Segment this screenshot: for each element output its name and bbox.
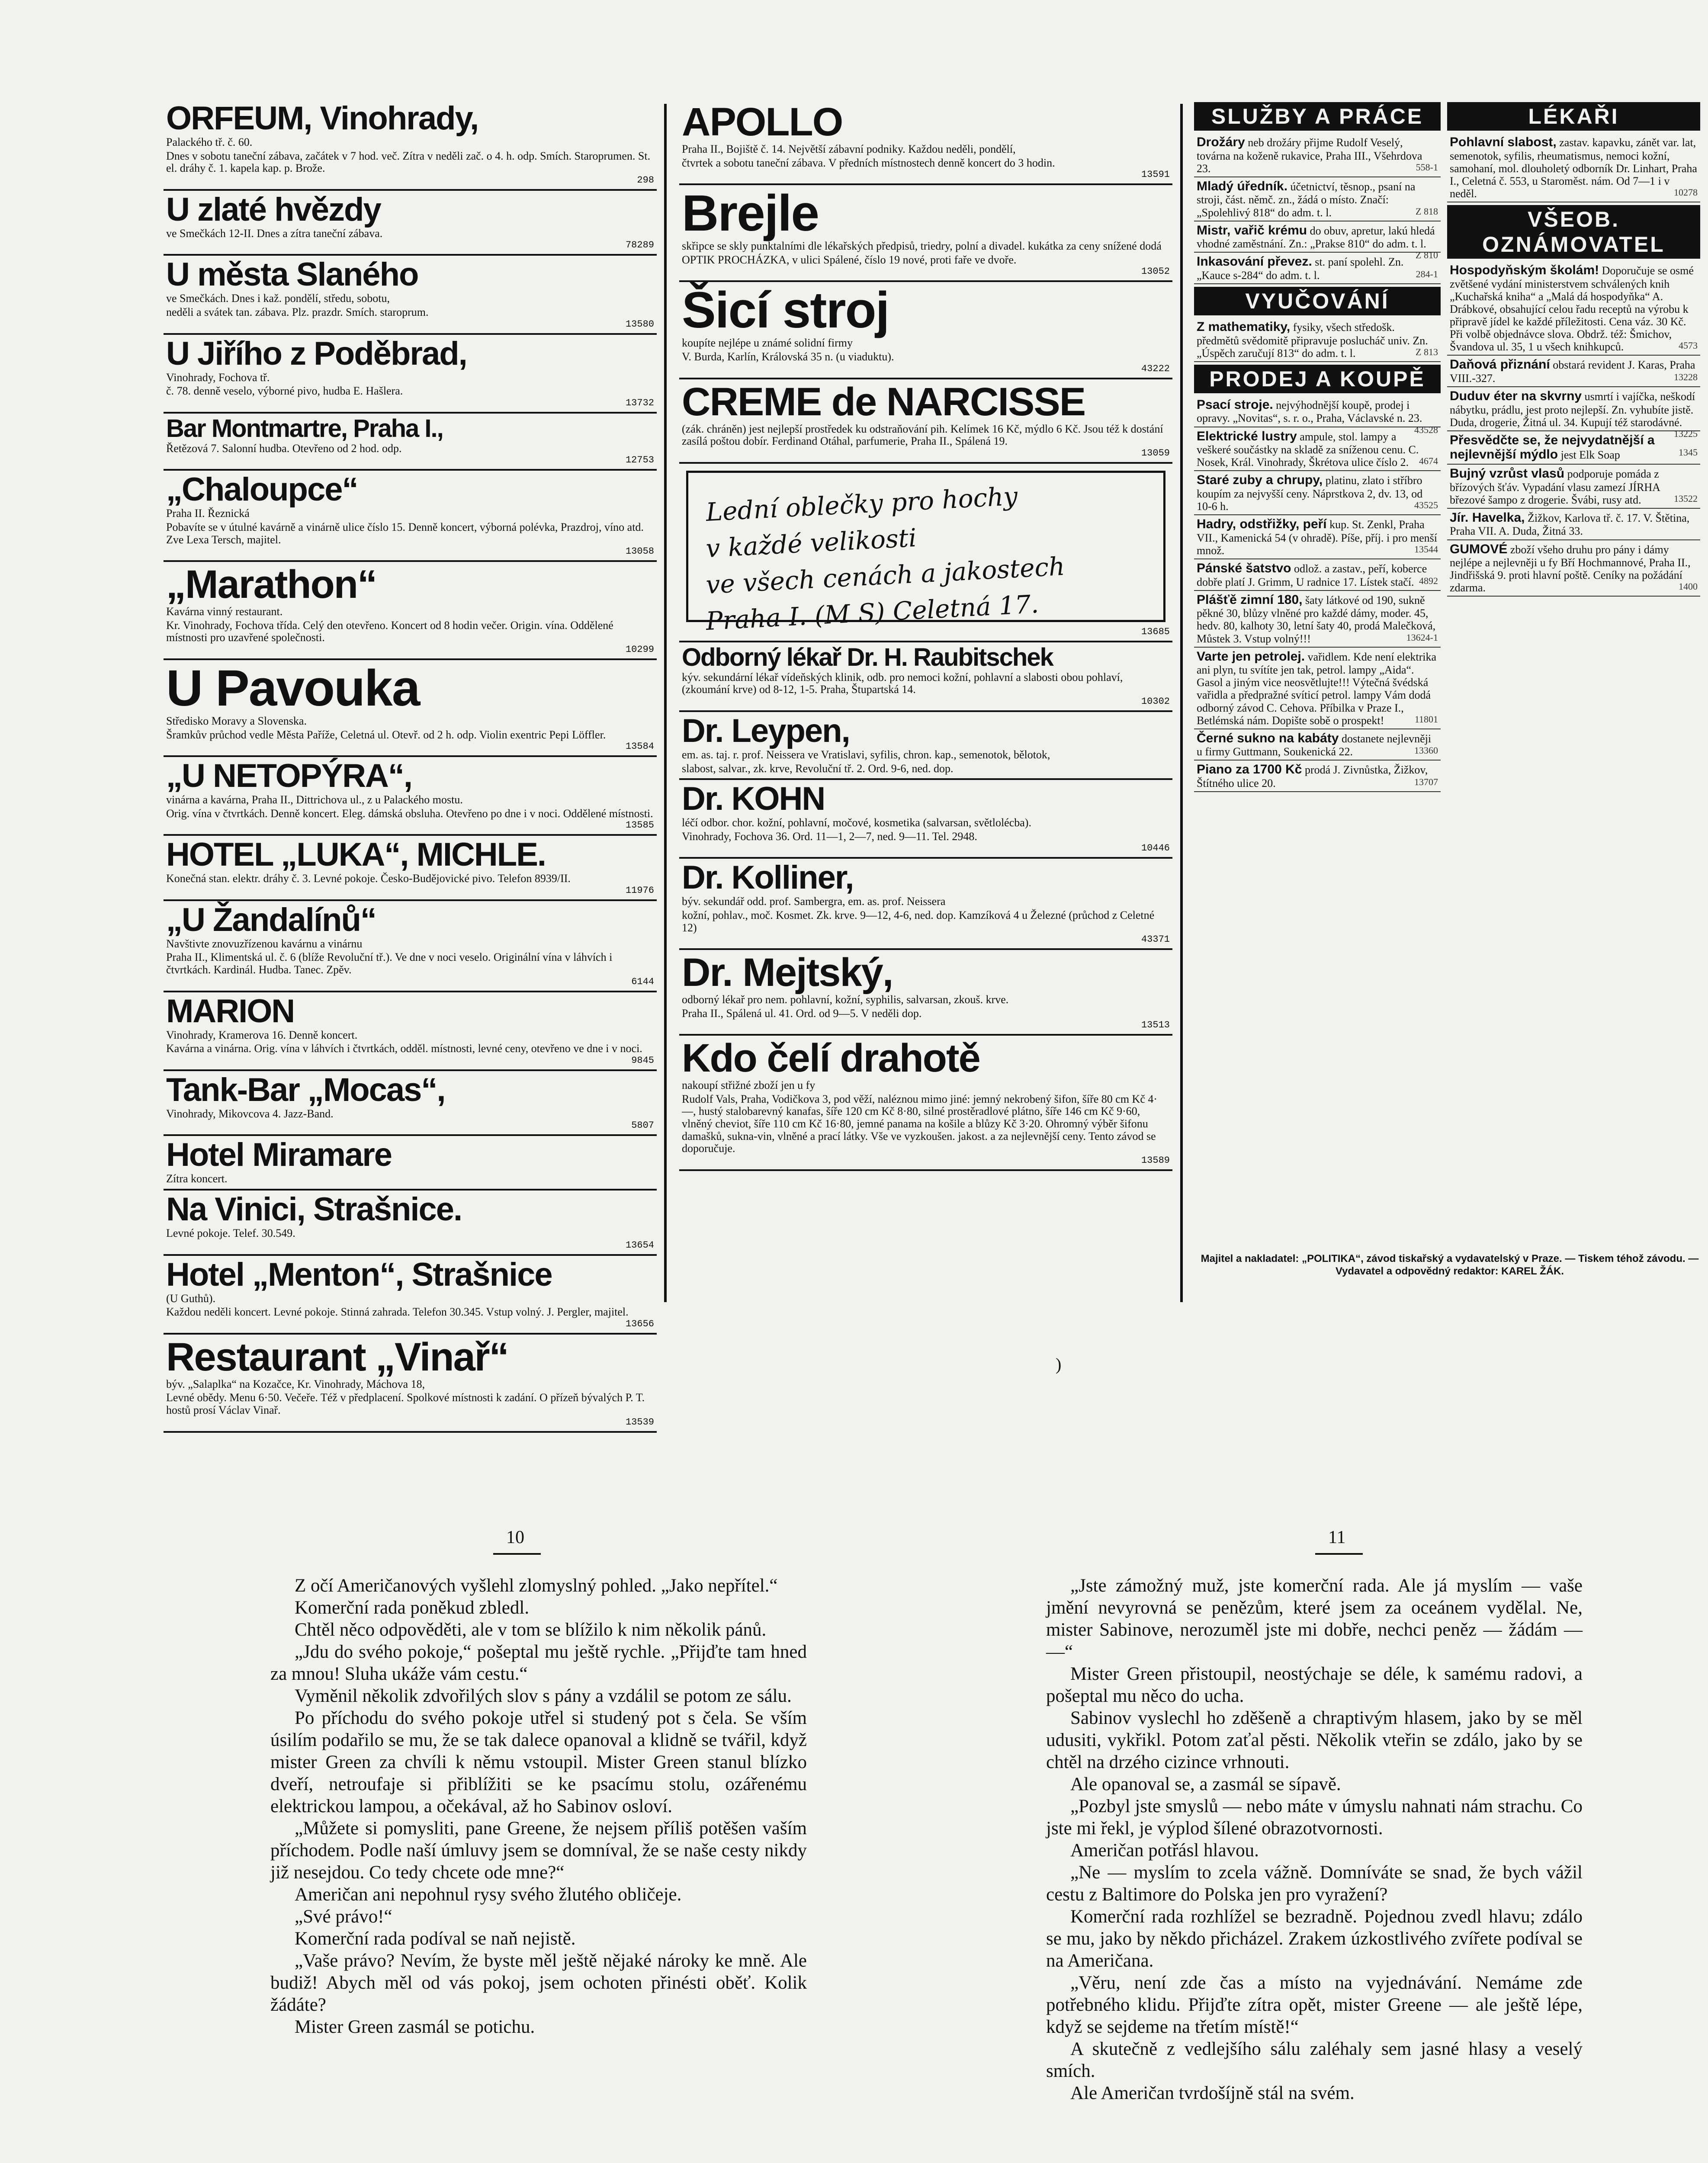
classifieds-left	[1194, 99, 1441, 792]
ad-subline: léčí odbor. chor. kožní, pohlavní, močové, kosmetika (salvarsan, světlolécba).	[682, 816, 1031, 829]
classified-text: neb drožáry přijme Rudolf Veselý, továrna na koženě rukavice, Praha III., Všehrdova 23.	[1197, 136, 1422, 175]
ad-subline: Praha II. Řeznická	[166, 507, 250, 520]
classified-entry	[1194, 515, 1441, 559]
ad-headline: MARION	[166, 992, 295, 1030]
ad-subline: odborný lékař pro nem. pohlavní, kožní, syphilis, salvarsan, zkouš. krve.	[682, 993, 1009, 1006]
column-divider	[1180, 104, 1183, 1302]
ad-headline: Odborný lékař Dr. H. Raubitschek	[682, 643, 1053, 671]
ad-text: Pobavíte se v útulné kavárně a vinárně ulice číslo 15. Denně koncert, výborná polévka, Prazdroj, víno atd. Zve Lexa Tersch, majitel.	[166, 520, 644, 546]
classified-text: odlož. a zastav., peří, koberce dobře platí J. Grimm, U radnice 17. Lístek stačí.	[1197, 562, 1427, 588]
ad-headline: Brejle	[682, 185, 819, 242]
classified-text: kup. St. Zenkl, Praha VII., Kamenická 54 (v ohradě). Píše, příj. i pro menší množ.	[1197, 518, 1437, 557]
ad-headline: „U Žandalínů“	[166, 901, 376, 938]
ad-text: slabost, salvar., zk. krve, Revoluční tř. 2. Ord. 9-6, ned. dop.	[682, 762, 954, 775]
ad-block	[164, 660, 657, 757]
ad-number: 13585	[625, 820, 654, 831]
classified-entry	[1447, 465, 1700, 509]
ad-text: Praha II., Klimentská ul. č. 6 (blíže Revoluční tř.). Ve dne v noci veselo. Originální vína v láhvích i čtvrtkách. Kardinál. Hudba. Tanec. Zpěv.	[166, 951, 613, 976]
ad-number: 13059	[1141, 447, 1170, 459]
ad-headline: „U NETOPÝRA“,	[166, 757, 412, 795]
classified-number: 43525	[1414, 500, 1438, 511]
paragraph: „Vaše právo? Nevím, že byste měl ještě nějaké nároky ke mně. Ale budiž! Abych měl od vás pokoj, jsem ochoten přinésti oběť. Kolik žádáte?	[270, 1951, 807, 2015]
handwritten-line: Lední oblečky pro hochy	[705, 481, 1018, 527]
classified-text: usmrtí i vajíčka, neškodí nábytku, prádlu, jest proto nejlepší. Zn. vyhubíte jistě. Duda, drogerie, Žitná ul. 34. Kupují též starodávné.	[1450, 390, 1695, 429]
classified-text: podporuje pomáda z břízových šťáv. Vypadání vlasu zamezí JÍRHA březové šampo z drogerie. Švábi, rusy atd.	[1450, 467, 1660, 506]
classified-entry	[1194, 471, 1441, 515]
section-heading: VYUČOVÁNÍ	[1194, 287, 1441, 315]
ad-block	[679, 282, 1172, 379]
classified-title: Duduv éter na skvrny	[1450, 388, 1582, 403]
ad-headline: U zlaté hvězdy	[166, 191, 381, 228]
paragraph: Komerční rada rozhlížel se bezradně. Pojednou zvedl hlavu; zdálo se mu, jako by někdo přicházel. Zrakem úzkostlivého zvířete podíval se na Američana.	[1046, 1906, 1583, 1971]
classified-text: zboží všeho druhu pro pány i dámy nejlépe a nejlevněji u fy Bří Hochmannové, Praha II., Jindřišská 9. proti hlavní poště. Ceníky na požádání zdarma.	[1450, 543, 1691, 594]
classifieds-column	[1194, 99, 1700, 1306]
classified-number: 558-1	[1416, 161, 1438, 173]
paragraph: „Své právo!“	[295, 1906, 392, 1927]
ad-text: Dnes v sobotu taneční zábava, začátek v 7 hod. več. Zítra v neděli zač. o 4. h. odp. Smích. Staroprumen. St. el. dráhy č. 1. kapela kap. p. Brože.	[166, 149, 651, 175]
ad-number: 12753	[625, 455, 654, 466]
classified-title: Mladý úředník.	[1197, 179, 1288, 193]
ad-number: 13732	[625, 397, 654, 408]
ad-block	[164, 471, 657, 562]
novel-text-right	[1046, 1575, 1583, 2104]
ad-block	[679, 1036, 1172, 1171]
classified-text: prodá J. Zivnůstka, Žižkov, Štítného ulice 20.	[1197, 764, 1428, 790]
ad-number: 43371	[1141, 934, 1170, 945]
classified-text: zastav. kapavku, zánět var. lat, semenotok, syfilis, rheumatismus, nemoci kožní, samohaní, mol. dlouholetý odborník Dr. Linhart, Praha I., Celetná č. 553, u Staroměst. nám. Od 7—1 i v neděl.	[1450, 136, 1697, 200]
paragraph: „Pozbyl jste smyslů — nebo máte v úmyslu nahnati nám strachu. Co jste mi řekl, je výplod šílené obrazotvornosti.	[1046, 1796, 1583, 1839]
ad-number: 13584	[625, 741, 654, 752]
ad-block	[679, 185, 1172, 282]
classified-text: účetnictví, těsnop., psaní na stroji, část. němč. zn., žádá o místo. Značí: „Spolehlivý 818“ do adm. t. l.	[1197, 180, 1416, 219]
classified-number: Z 818	[1416, 205, 1438, 217]
classified-number: Z 810	[1416, 250, 1438, 261]
classified-title: Přesvědčte se, že nejvydatnější a nejlevnější mýdlo	[1450, 433, 1655, 462]
classified-entry	[1447, 509, 1700, 540]
paragraph: Američan potřásl hlavou.	[1070, 1840, 1259, 1861]
classified-text: ampule, stol. lampy a veškeré součástky na skladě za sníženou cenu. C. Nosek, Král. Vinohrady, Škrétova ulice číslo 2.	[1197, 430, 1419, 469]
classified-title: Z mathematiky,	[1197, 320, 1291, 334]
page-number-right: 11	[1328, 1528, 1346, 1547]
classified-number: 4674	[1419, 456, 1438, 467]
handwritten-line: v každé velikosti	[705, 523, 918, 563]
classifieds-right	[1447, 99, 1700, 597]
ad-headline: Hotel „Menton“, Strašnice	[166, 1256, 552, 1293]
classified-title: Inkasování převez.	[1197, 254, 1312, 269]
ad-block	[164, 1191, 657, 1256]
ad-block	[164, 191, 657, 256]
paragraph: Američan ani nepohnul rysy svého žlutého obličeje.	[295, 1884, 682, 1905]
ad-number: 13685	[1141, 626, 1170, 637]
classified-title: Mistr, vařič krému	[1197, 223, 1307, 237]
ad-block	[164, 99, 657, 191]
handwritten-line: Praha I. (M S) Celetná 17.	[705, 589, 1040, 636]
ad-subline: Palackého tř. č. 60.	[166, 136, 253, 148]
ad-text: OPTIK PROCHÁZKA, v ulici Spálené, číslo 19 nové, proti faře ve dvoře.	[682, 253, 1017, 266]
ad-block	[679, 642, 1172, 712]
classified-entry	[1447, 133, 1700, 202]
classified-number: 1400	[1679, 581, 1698, 592]
ad-number: 5807	[631, 1120, 654, 1131]
ad-block	[679, 99, 1172, 185]
ad-block	[164, 562, 657, 660]
classified-title: Pánské šatstvo	[1197, 561, 1291, 575]
ad-subline: Zítra koncert.	[166, 1172, 228, 1185]
classified-number: 4573	[1679, 340, 1698, 351]
classified-entry	[1194, 177, 1441, 221]
section-heading: PRODEJ A KOUPĚ	[1194, 365, 1441, 393]
ad-text: (zák. chráněn) jest nejlepší prostředek ku odstraňování pih. Kelímek 16 Kč, mýdlo 6 Kč. Jsou též k dostání zasílá poštou dobír. Ferdinand Otáhal, parfumerie, Praha II., Spálená 19.	[682, 422, 1163, 448]
ad-number: 11976	[625, 885, 654, 896]
classified-number: 11801	[1414, 713, 1438, 725]
ad-number: 13052	[1141, 266, 1170, 277]
classified-number: 10278	[1674, 186, 1698, 198]
ad-text: čtvrtek a sobotu taneční zábava. V předních místnostech denně koncert do 3 hodin.	[682, 156, 1055, 169]
ad-block	[679, 780, 1172, 859]
ad-number: 13654	[625, 1239, 654, 1251]
paragraph: Komerční rada poněkud zbledl.	[295, 1598, 530, 1618]
ad-headline: Tank-Bar „Mocas“,	[166, 1071, 445, 1108]
classified-number: 4892	[1419, 575, 1438, 586]
ad-headline: CREME de NARCISSE	[682, 379, 1085, 424]
ad-subline: vinárna a kavárna, Praha II., Dittrichova ul., z u Palackého mostu.	[166, 793, 463, 806]
paragraph: Sabinov vyslechl ho zděšeně a chraptivým hlasem, jako by se měl udusiti, vykřikl. Potom zaťal pěsti. Několik vteřin se zdálo, jako by se chtěl na drzého cizince vrhnouti.	[1046, 1708, 1583, 1772]
ad-subline: Vinohrady, Kramerova 16. Denně koncert.	[166, 1028, 358, 1041]
classified-text: dostanete nejlevněji u firmy Guttmann, Soukenická 22.	[1197, 732, 1432, 758]
paragraph: A skutečně z vedlejšího sálu zaléhaly sem jasné hlasy a veselý smích.	[1046, 2039, 1583, 2081]
ad-headline: „Marathon“	[166, 562, 376, 607]
ad-block	[164, 1335, 657, 1433]
ad-subline: (U Guthů).	[166, 1292, 216, 1305]
ad-headline: Kdo čelí drahotě	[682, 1036, 980, 1081]
ad-text: Šramkův průchod vedle Města Paříže, Celetná ul. Otevř. od 2 h. odp. Violin exentric Pepi Löffler.	[166, 728, 606, 741]
classified-entry	[1447, 540, 1700, 597]
handwritten-line: ve všech cenách a jakostech	[705, 551, 1066, 600]
ad-headline: „Chaloupce“	[166, 471, 358, 508]
ad-subline: skřipce se skly punktalními dle lékařských předpisů, triedry, polní a divadel. kukátka za ceny snížené dodá	[682, 240, 1162, 253]
ad-text: Vinohrady, Fochova 36. Ord. 11—1, 2—7, ned. 9—11. Tel. 2948.	[682, 830, 977, 843]
ad-block	[164, 256, 657, 334]
classified-entry	[1194, 559, 1441, 591]
ad-text: č. 78. denně veselo, výborné pivo, hudba E. Hašlera.	[166, 385, 403, 398]
paragraph: Komerční rada podíval se naň nejistě.	[295, 1929, 576, 1949]
classified-title: Drožáry	[1197, 135, 1245, 149]
ad-headline: Dr. Mejtský,	[682, 950, 893, 995]
classified-title: Hadry, odstřižky, peří	[1197, 517, 1327, 532]
ad-subline: Kavárna vinný restaurant.	[166, 605, 283, 618]
classified-entry	[1447, 428, 1700, 465]
paragraph: Mister Green přistoupil, neostýchaje se déle, k samému radovi, a pošeptal mu něco do ucha.	[1046, 1664, 1583, 1706]
ad-text: Konečná stan. elektr. dráhy č. 3. Levné pokoje. Česko-Budějovické pivo. Telefon 8939/II.	[166, 872, 571, 885]
section-heading: LÉKAŘI	[1447, 102, 1700, 131]
classified-number: 13360	[1414, 745, 1438, 756]
ad-headline: Na Vinici, Strašnice.	[166, 1191, 462, 1228]
ad-text: Kavárna a vinárna. Orig. vína v láhvích i čtvrtkách, odděl. místnosti, levné ceny, otevřeno ve dne i v noci.	[166, 1042, 642, 1055]
paragraph: Ale opanoval se, a zasmál se sípavě.	[1070, 1774, 1341, 1794]
ad-subline: Středisko Moravy a Slovenska.	[166, 714, 307, 727]
ad-block	[164, 992, 657, 1071]
ad-number: 10446	[1141, 843, 1170, 854]
paragraph: Vyměnil několik zdvořilých slov s pány a vzdálil se potom ze sálu.	[295, 1686, 792, 1706]
classified-number: 13624-1	[1406, 632, 1438, 643]
classified-entry	[1194, 761, 1441, 792]
classified-number: Z 813	[1416, 346, 1438, 357]
classified-text: Doporučuje se osmé zvětšené vydání ministerstvem schválených knih „Kuchařská kniha“ a „Malá dá hospodyňka“ A. Drábkové, obsahující celou řadu receptů na výrobu k připravě jídel ke každé příležitosti. Cena váz. 30 Kč. Při volbě objednávce slova. Obdrž. též: Šmichov, Švandova ul. 35, 1 u všech knihkupců.	[1450, 264, 1694, 353]
ad-number: 13591	[1141, 169, 1170, 180]
ad-number: 10299	[625, 644, 654, 655]
ad-block	[164, 1136, 657, 1191]
ad-block	[164, 901, 657, 992]
ad-number: 78289	[625, 240, 654, 251]
novel-text-left	[270, 1575, 807, 2038]
classified-title: Piano za 1700 Kč	[1197, 762, 1302, 777]
ad-headline: ORFEUM, Vinohrady,	[166, 100, 478, 137]
classified-text: šaty látkové od 190, sukně pěkné 30, blůzy vlněné pro každé dámy, moder. 45, hedv. 80, kalhoty 30, letní šaty 40, prodá Malečková, Můstek 3. Vstup volný!!!	[1197, 594, 1436, 645]
paragraph: Z očí Američanových vyšlehl zlomyslný pohled. „Jako nepřítel.“	[295, 1576, 778, 1596]
classified-title: Hospodyňským školám!	[1450, 263, 1599, 278]
ad-text: Levné obědy. Menu 6·50. Večeře. Též v předplacení. Spolkové místnosti k zadání. O přízeň bývalých P. T. hostů prosí Václav Vinař.	[166, 1391, 645, 1416]
page-number-rule	[493, 1553, 541, 1555]
ad-number: 43222	[1141, 363, 1170, 374]
classified-entry	[1194, 729, 1441, 761]
classified-number: 43528	[1414, 424, 1438, 435]
classified-number: 284-1	[1416, 268, 1438, 279]
imprint: Majitel a nakladatel: „POLITIKA“, závod tiskařský a vydavatelský v Praze. — Tiskem téhož závodu. — Vydavatel a odpovědný redaktor: KAREL ŽÁK.	[1201, 1253, 1699, 1277]
ad-text: Každou neděli koncert. Levné pokoje. Stinná zahrada. Telefon 30.345. Vstup volný. J. Pergler, majitel.	[166, 1306, 629, 1319]
classified-entry	[1447, 387, 1700, 439]
ad-block	[164, 335, 657, 414]
ad-block	[679, 464, 1172, 642]
ads-column-middle	[679, 99, 1172, 1306]
ad-headline: Dr. KOHN	[682, 780, 825, 818]
classified-entry	[1194, 396, 1441, 435]
classified-text: do obuv, apretur, lakú hledá vhodné zaměstnání. Zn.: „Prakse 810“ do adm. t. l.	[1197, 224, 1435, 250]
ad-subline: koupíte nejlépe u známé solidní firmy	[682, 337, 853, 350]
classified-entry	[1194, 591, 1441, 648]
ad-subline: býv. „Salaplka“ na Kozačce, Kr. Vinohrady, Máchova 18,	[166, 1377, 425, 1390]
ad-headline: Dr. Leypen,	[682, 712, 850, 749]
ad-text: Vinohrady, Mikovcova 4. Jazz-Band.	[166, 1107, 334, 1120]
classified-title: Elektrické lustry	[1197, 429, 1297, 443]
ad-text: kožní, pohlav., moč. Kosmet. Zk. krve. 9—12, 4-6, ned. dop. Kamzíková 4 u Železné (průchod z Celetné 12)	[682, 908, 1155, 934]
ad-number: 13656	[625, 1318, 654, 1329]
ad-block	[679, 950, 1172, 1036]
paragraph: „Můžete si pomysliti, pane Greene, že nejsem příliš potěšen vaším příchodem. Podle naší úmluvy jsem se domníval, že se naše cesty nikdy již nesejdou. Co tedy chcete ode mne?“	[270, 1818, 807, 1883]
section-heading: VŠEOB. OZNÁMOVATEL	[1447, 205, 1700, 259]
ad-text: kýv. sekundární lékař vídeňských klinik, odb. pro nemoci kožní, pohlavní a slabosti obou pohlaví, (zkoumání krve) od 8-12, 1-5. Praha, Štupartská 14.	[682, 671, 1123, 696]
classified-text: Žižkov, Karlova tř. č. 17. V. Štětina, Praha VII. A. Duda, Žitná 33.	[1450, 511, 1690, 538]
classified-title: GUMOVÉ	[1450, 542, 1508, 556]
paragraph: Po příchodu do svého pokoje utřel si studený pot s čela. Se vším úsilím podařilo se mu, že se tak dalece opanoval a klidně se tvářil, když mister Green za chvíli k němu vstoupil. Mister Green stanul blízko dveří, netroufaje si přiblížiti se ke psacímu stolu, ozářenému elektrickou lampou, a očekával, až ho Sabinov osloví.	[270, 1708, 807, 1816]
ad-text: V. Burda, Karlín, Královská 35 n. (u viaduktu).	[682, 350, 894, 363]
ad-text: Rudolf Vals, Praha, Vodičkova 3, pod věží, naléznou mimo jiné: jemný nekrobený šifon, šíře 80 cm Kč 4·—, hustý stalobarevný kanafas, šíře 120 cm Kč 8·80, silné prostěradlové plátno, šíře 146 cm Kč 9·60, vlněný cheviot, šíře 110 cm Kč 16·80, jemné panama na košile a blůzy Kč 3·20. Ohromný výběr šifonu damašků, sukna-vin, vlněné a prací látky. Vše ve vyzkoušen. jakost. a za nejlevnější ceny. Tento závod se doporučuje.	[682, 1092, 1158, 1155]
ad-headline: U Jiřího z Poděbrad,	[166, 335, 467, 372]
ad-block	[679, 712, 1172, 780]
ad-subline: ve Smečkách 12-II. Dnes a zítra taneční zábava.	[166, 227, 383, 240]
ad-block	[164, 1256, 657, 1335]
classified-number: 1345	[1679, 447, 1698, 458]
classified-text: platinu, zlato i stříbro koupím za nejvyšší ceny. Náprstkova 2, dv. 13, od 10-6 h.	[1197, 474, 1423, 513]
classified-title: Daňová přiznání	[1450, 357, 1550, 372]
ad-headline: U Pavouka	[166, 659, 420, 717]
page-number-left: 10	[506, 1528, 524, 1547]
ad-block	[679, 859, 1172, 950]
ad-text: Řetězová 7. Salonní hudba. Otevřeno od 2 hod. odp.	[166, 442, 402, 455]
ad-headline: Šicí stroj	[682, 282, 889, 339]
ad-text: neděli a svátek tan. zábava. Plz. prazdr. Smích. staroprum.	[166, 305, 429, 318]
paragraph: Chtěl něco odpověděti, ale v tom se blížilo k nim několik pánů.	[295, 1620, 767, 1640]
classified-text: jest Elk Soap	[1560, 449, 1620, 462]
ad-text: Orig. vína v čtvrtkách. Denně koncert. Eleg. dámská obsluha. Otevřeno po dne i v noci. Oddělené místnosti.	[166, 807, 653, 820]
column-divider	[664, 104, 667, 1302]
page-number-rule	[1315, 1553, 1363, 1555]
classified-title: Bujný vzrůst vlasů	[1450, 466, 1565, 481]
ad-number: 6144	[631, 976, 654, 987]
ad-block	[164, 836, 657, 901]
ad-number: 13539	[625, 1416, 654, 1428]
classified-number: 13225	[1674, 428, 1698, 439]
classified-entry	[1194, 221, 1441, 261]
ad-number: 13589	[1141, 1155, 1170, 1166]
ad-subline: býv. sekundář odd. prof. Sambergra, em. as. prof. Neissera	[682, 895, 946, 908]
ad-headline: U města Slaného	[166, 256, 418, 293]
classified-text: vařidlem. Kde není elektrika ani plyn, tu svítíte jen tak, petrol. lampy „Aida“. Gasol a jiným vice neosvětlujte!!! Výtečná švédská vařidla a předpražné svíticí petrol. lampy Vám dodá odborný závod C. Cehova. Příbilka v Praze I., Betlémská nám. Dopište sobě o prospekt!	[1197, 650, 1437, 727]
ad-subline: Navštivte znovuzřízenou kavárnu a vinárnu	[166, 937, 363, 950]
classified-title: Pohlavní slabost,	[1450, 135, 1557, 149]
classified-entry	[1194, 648, 1441, 729]
paragraph: „Jdu do svého pokoje,“ pošeptal mu ještě rychle. „Přijďte tam hned za mnou! Sluha ukáže vám cestu.“	[270, 1642, 807, 1684]
ad-subline: ve Smečkách. Dnes i kaž. pondělí, středu, sobotu,	[166, 292, 390, 305]
ad-block	[164, 757, 657, 836]
classified-number: 13707	[1414, 777, 1438, 788]
stray-mark: )	[1056, 1354, 1062, 1374]
ad-number: 13058	[625, 546, 654, 557]
ad-number: 9845	[631, 1055, 654, 1066]
classified-entry	[1194, 133, 1441, 177]
ad-subline: Praha II., Bojiště č. 14. Největší zábavní podniky. Každou neděli, pondělí,	[682, 143, 1016, 155]
ad-block	[164, 1071, 657, 1136]
ad-headline: APOLLO	[682, 100, 843, 144]
ad-headline: HOTEL „LUKA“, MICHLE.	[166, 836, 546, 873]
classified-number: 13522	[1674, 493, 1698, 504]
classified-number: 13544	[1414, 543, 1438, 555]
ad-number: 13580	[625, 318, 654, 330]
section-heading: SLUŽBY A PRÁCE	[1194, 102, 1441, 131]
classified-entry	[1194, 253, 1441, 284]
ad-headline: Dr. Kolliner,	[682, 859, 854, 896]
ad-subline: nakoupí střižné zboží jen u fy	[682, 1079, 815, 1092]
classified-entry	[1194, 424, 1441, 472]
classified-entry	[1194, 318, 1441, 362]
classified-title: Jír. Havelka,	[1450, 510, 1525, 525]
paragraph: Mister Green zasmál se potichu.	[295, 2017, 535, 2037]
ad-block	[679, 379, 1172, 464]
ad-subline: Levné pokoje. Telef. 30.549.	[166, 1227, 295, 1240]
paragraph: „Ne — myslím to zcela vážně. Domníváte se snad, že bych vážil cestu z Baltimore do Polska jen pro vyražení?	[1046, 1862, 1583, 1905]
ad-number: 298	[637, 174, 654, 186]
classified-text: fysiky, všech středošk. předmětů svědomitě připravuje poslucháč univ. Zn. „Úspěch zaručují 813“ do adm. t. l.	[1197, 321, 1428, 359]
classified-title: Staré zuby a chrupy,	[1197, 473, 1323, 488]
classified-text: nejvýhodnější koupě, prodej i opravy. „Novitas“, s. r. o., Praha, Václavské n. 23.	[1197, 398, 1422, 425]
ad-headline: Bar Montmartre, Praha I.,	[166, 414, 443, 443]
classified-entry	[1447, 356, 1700, 387]
classified-text: obstará revident J. Karas, Praha VIII.-327.	[1450, 359, 1695, 385]
ad-number: 10302	[1141, 696, 1170, 707]
ad-subline: em. as. taj. r. prof. Neissera ve Vratislavi, syfilis, chron. kap., semenotok, bělotok,	[682, 748, 1050, 761]
classified-title: Plášťě zimní 180,	[1197, 592, 1303, 607]
paragraph: „Jste zámožný muž, jste komerční rada. Ale já myslím — vaše jmění nevyrovná se penězům, které jsem za oceánem vydělal. Ne, mister Sabinove, nerozuměl jste mi dobře, nechci peněz — žádám — —“	[1046, 1576, 1583, 1662]
ad-headline: Restaurant „Vinař“	[166, 1335, 508, 1379]
classified-title: Černé sukno na kabáty	[1197, 731, 1339, 745]
classified-text: st. paní spolehl. Zn. „Kauce s-284“ do adm. t. l.	[1197, 256, 1404, 282]
ad-headline: Hotel Miramare	[166, 1136, 392, 1174]
ad-text: Praha II., Spálená ul. 41. Ord. od 9—5. V neděli dop.	[682, 1007, 922, 1020]
ad-text: Kr. Vinohrady, Fochova třída. Celý den otevřeno. Koncert od 8 hodin večer. Origin. vína. Oddělené místnosti pro uzavřené společnosti.	[166, 619, 613, 644]
classified-number: 13228	[1674, 371, 1698, 382]
classified-entry	[1447, 261, 1700, 356]
paragraph: „Věru, není zde čas a místo na vyjednávání. Nemáme zde potřebného klidu. Přijďte zítra opět, mister Greene — ale ještě lépe, když se sejdeme na třetím místě!“	[1046, 1973, 1583, 2037]
paragraph: Ale Američan tvrdošíjně stál na svém.	[1070, 2083, 1355, 2103]
classified-title: Psací stroje.	[1197, 397, 1273, 412]
ad-subline: Vinohrady, Fochova tř.	[166, 371, 270, 384]
ads-column-left	[164, 99, 657, 1428]
classified-title: Varte jen petrolej.	[1197, 649, 1305, 664]
ad-number: 13513	[1141, 1020, 1170, 1031]
ad-block	[164, 414, 657, 471]
